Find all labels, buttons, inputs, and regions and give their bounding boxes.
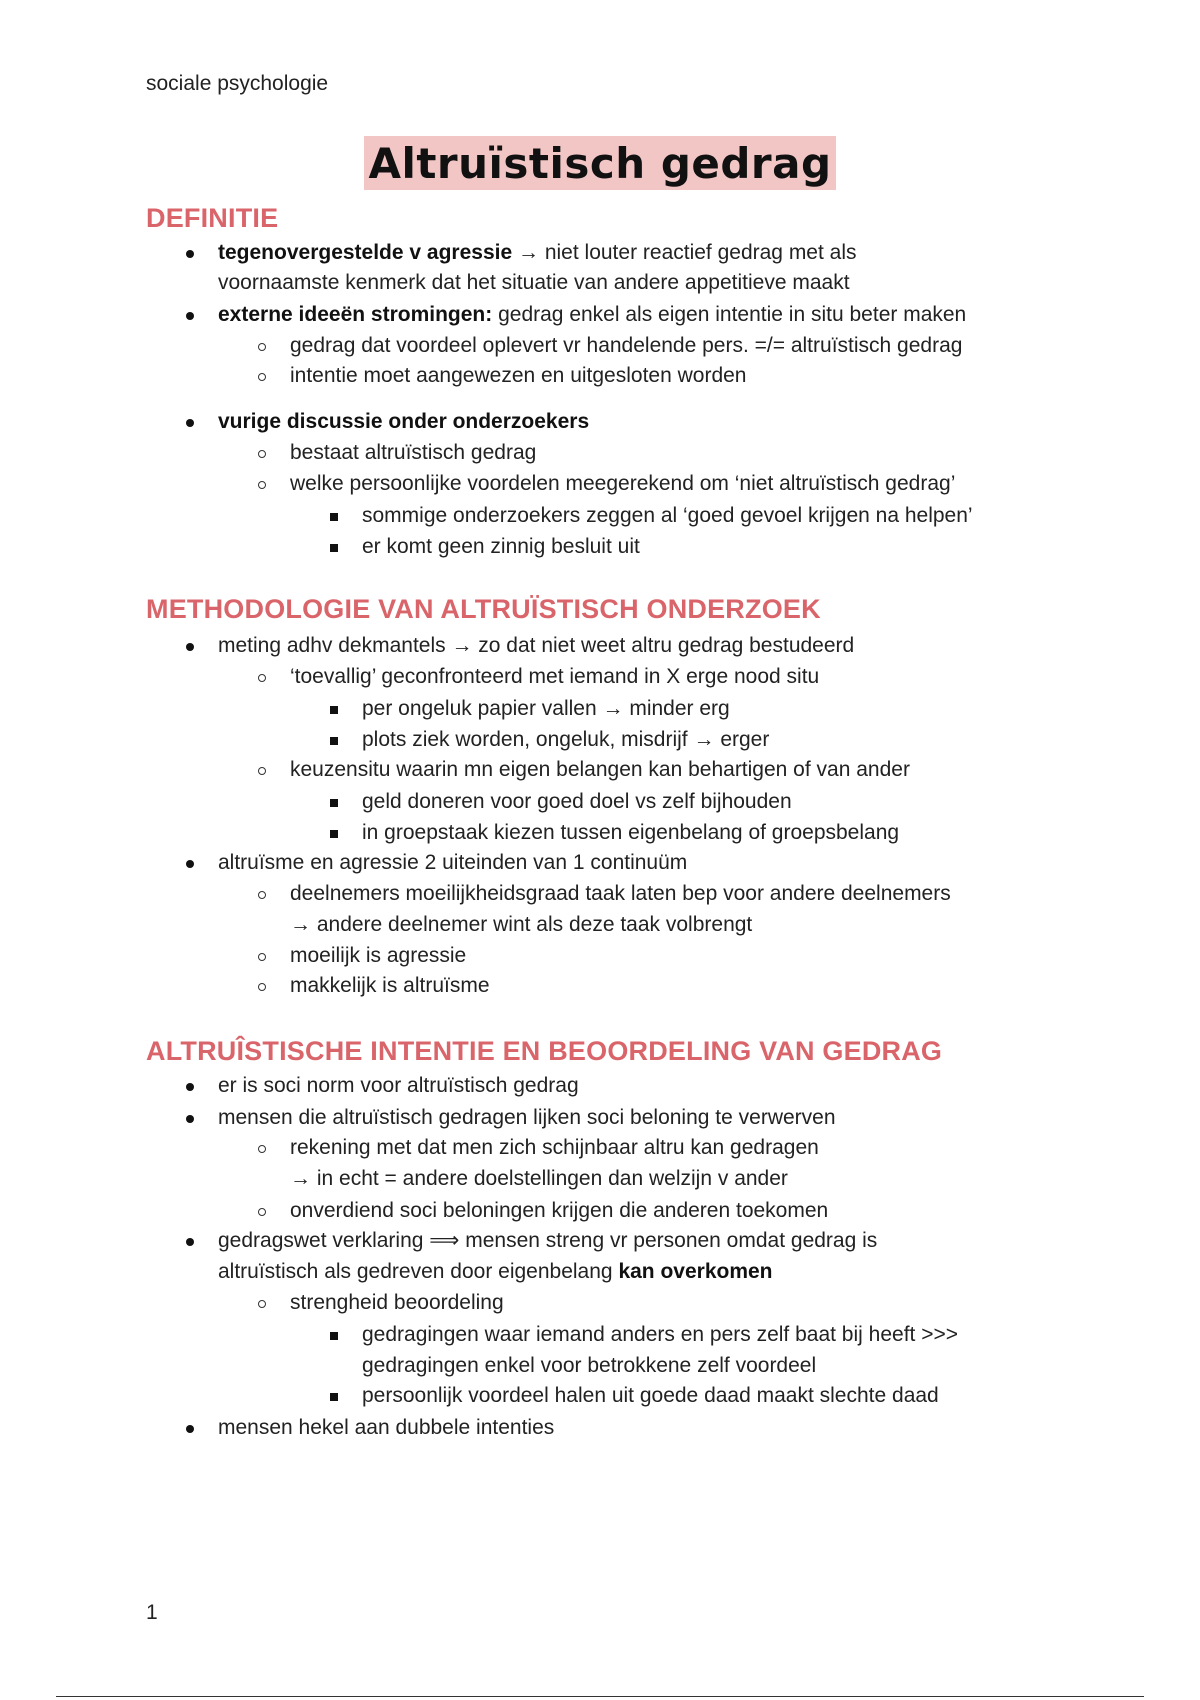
square-bullet-icon [330, 1332, 338, 1340]
bullet-icon [186, 1425, 194, 1433]
list-item: meting adhv dekmantels → zo dat niet weet altru gedrag bestudeerd [218, 634, 855, 657]
document-header: sociale psychologie [146, 72, 329, 95]
sub-sub-list-item: geld doneren voor goed doel vs zelf bijhouden [362, 790, 792, 813]
list-item: er is soci norm voor altruïstisch gedrag [218, 1074, 579, 1097]
bullet-icon [186, 643, 194, 651]
list-item: gedragswet verklaring ⟹ mensen streng vr personen omdat gedrag is [218, 1229, 878, 1252]
sub-list-item: ‘toevallig’ geconfronteerd met iemand in X erge nood situ [290, 665, 820, 688]
sub-list-item: deelnemers moeilijkheidsgraad taak laten bep voor andere deelnemers [290, 882, 951, 905]
sub-list-item: keuzensitu waarin mn eigen belangen kan behartigen of van ander [290, 758, 910, 781]
sub-bullet-icon [258, 481, 266, 489]
square-bullet-icon [330, 706, 338, 714]
list-item: vurige discussie onder onderzoekers [218, 410, 590, 433]
sub-list-item: welke persoonlijke voordelen meegerekend om ‘niet altruïstisch gedrag’ [290, 472, 956, 495]
sub-list-item: bestaat altruïstisch gedrag [290, 441, 537, 464]
bullet-icon [186, 1083, 194, 1091]
sub-sub-list-item: sommige onderzoekers zeggen al ‘goed gevoel krijgen na helpen’ [362, 504, 973, 527]
sub-sub-list-item: gedragingen waar iemand anders en pers zelf baat bij heeft >>> [362, 1323, 958, 1346]
sub-sub-list-item-continuation: gedragingen enkel voor betrokkene zelf voordeel [362, 1354, 817, 1377]
list-item: mensen hekel aan dubbele intenties [218, 1416, 555, 1439]
sub-bullet-icon [258, 343, 266, 351]
square-bullet-icon [330, 830, 338, 838]
sub-sub-list-item: in groepstaak kiezen tussen eigenbelang of groepsbelang [362, 821, 900, 844]
sub-bullet-icon [258, 767, 266, 775]
sub-sub-list-item: persoonlijk voordeel halen uit goede daad maakt slechte daad [362, 1384, 939, 1407]
sub-sub-list-item: plots ziek worden, ongeluk, misdrijf → erger [362, 728, 770, 751]
sub-bullet-icon [258, 891, 266, 899]
square-bullet-icon [330, 513, 338, 521]
square-bullet-icon [330, 1393, 338, 1401]
list-item-continuation: voornaamste kenmerk dat het situatie van andere appetitieve maakt [218, 271, 850, 294]
bullet-icon [186, 312, 194, 320]
bullet-icon [186, 419, 194, 427]
section-heading-methodologie: METHODOLOGIE VAN ALTRUÏSTISCH ONDERZOEK [146, 594, 821, 624]
list-item: externe ideeën stromingen: gedrag enkel als eigen intentie in situ beter maken [218, 303, 967, 326]
section-heading-altruistische-intentie: ALTRUÎSTISCHE INTENTIE EN BEOORDELING VAN GEDRAG [146, 1036, 943, 1066]
square-bullet-icon [330, 544, 338, 552]
list-item-continuation: altruïstisch als gedreven door eigenbelang kan overkomen [218, 1260, 773, 1283]
list-item: altruïsme en agressie 2 uiteinden van 1 continuüm [218, 851, 688, 874]
sub-bullet-icon [258, 373, 266, 381]
list-item: tegenovergestelde v agressie → niet louter reactief gedrag met als [218, 241, 857, 264]
sub-list-item: intentie moet aangewezen en uitgesloten worden [290, 364, 747, 387]
page-number: 1 [146, 1601, 158, 1624]
bullet-icon [186, 1115, 194, 1123]
sub-list-item-continuation: → andere deelnemer wint als deze taak volbrengt [290, 913, 753, 936]
sub-bullet-icon [258, 1145, 266, 1153]
sub-list-item: rekening met dat men zich schijnbaar altru kan gedragen [290, 1136, 819, 1159]
sub-sub-list-item: er komt geen zinnig besluit uit [362, 535, 640, 558]
sub-bullet-icon [258, 674, 266, 682]
page-title: Altruïstisch gedrag [364, 136, 835, 190]
sub-bullet-icon [258, 983, 266, 991]
bullet-icon [186, 250, 194, 258]
sub-list-item: makkelijk is altruïsme [290, 974, 490, 997]
bullet-icon [186, 1238, 194, 1246]
page-bottom-rule [56, 1696, 1144, 1697]
bullet-icon [186, 860, 194, 868]
sub-list-item-continuation: → in echt = andere doelstellingen dan welzijn v ander [290, 1167, 788, 1190]
sub-bullet-icon [258, 450, 266, 458]
sub-bullet-icon [258, 953, 266, 961]
sub-list-item: onverdiend soci beloningen krijgen die anderen toekomen [290, 1199, 829, 1222]
section-heading-definitie: DEFINITIE [146, 203, 279, 233]
sub-bullet-icon [258, 1208, 266, 1216]
sub-sub-list-item: per ongeluk papier vallen → minder erg [362, 697, 730, 720]
sub-bullet-icon [258, 1300, 266, 1308]
square-bullet-icon [330, 799, 338, 807]
sub-list-item: strengheid beoordeling [290, 1291, 504, 1314]
square-bullet-icon [330, 737, 338, 745]
sub-list-item: gedrag dat voordeel oplevert vr handelende pers. =/= altruïstisch gedrag [290, 334, 963, 357]
list-item: mensen die altruïstisch gedragen lijken soci beloning te verwerven [218, 1106, 836, 1129]
sub-list-item: moeilijk is agressie [290, 944, 467, 967]
